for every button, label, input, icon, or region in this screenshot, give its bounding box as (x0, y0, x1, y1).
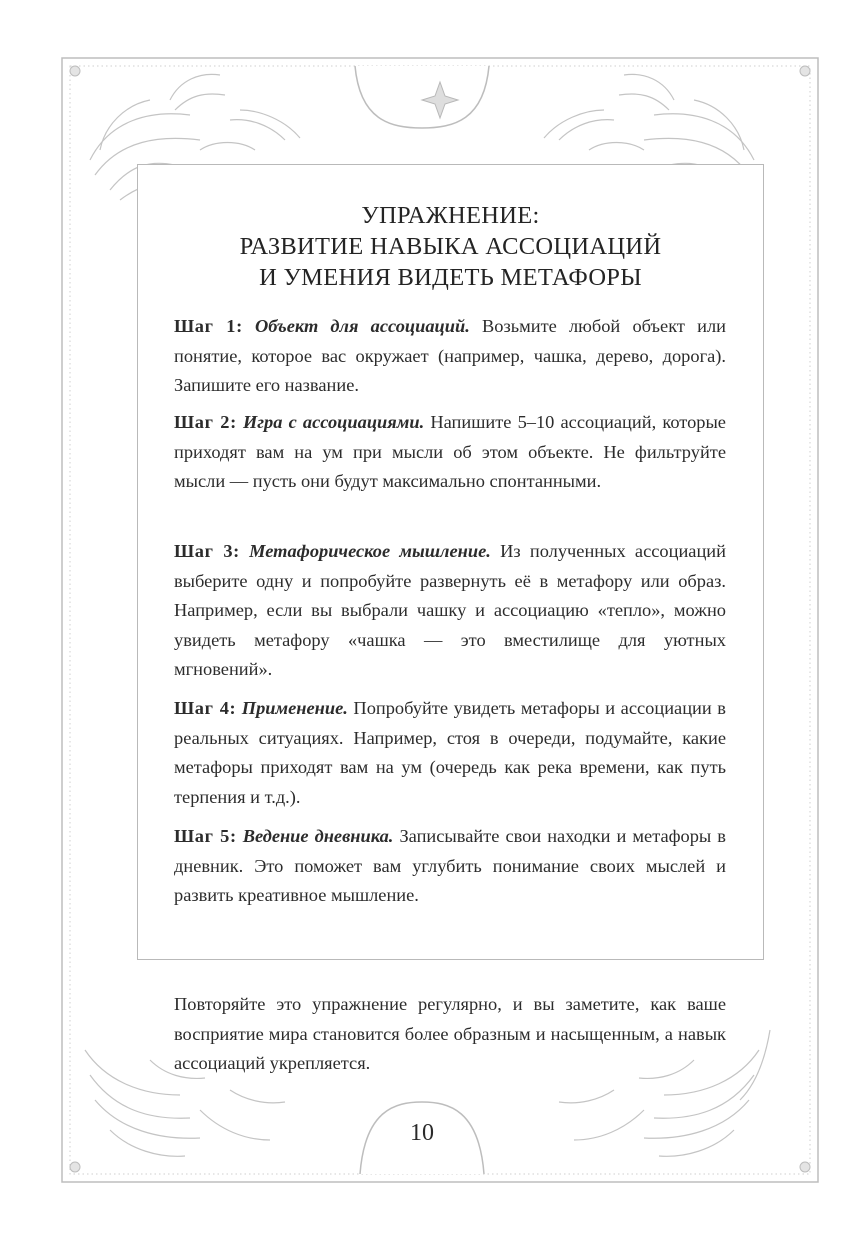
step-name: Метафорическое мышление. (249, 541, 491, 561)
step-name: Ведение дневника. (242, 826, 394, 846)
title-line-1: УПРАЖНЕНИЕ: (361, 202, 540, 229)
step-label: Шаг 4: (174, 698, 237, 718)
step-1 (174, 312, 726, 401)
step-2 (174, 408, 726, 497)
step-text: Записывайте свои находки и метафоры в дневник. Это поможет вам углубить понимание своих мыслей и развить креативное мышление. (174, 826, 726, 906)
step-text: Попробуйте увидеть метафоры и ассоциации в реальных ситуациях. Например, стоя в очереди, подумайте, какие метафоры приходят вам на ум (очередь как река времени, как путь терпения и т.д.). (174, 698, 726, 807)
step-name: Применение. (241, 698, 348, 718)
page-number: 10 (410, 1120, 434, 1146)
step-4 (174, 694, 726, 812)
step-text: Из полученных ассоциаций выберите одну и попробуйте развернуть её в метафору или образ. Например, если вы выбрали чашку и ассоциацию «тепло», можно увидеть метафору «чашка — это вместилище для уютных мгновений». (174, 541, 726, 680)
step-text: Напишите 5–10 ассоциаций, которые приходят вам на ум при мысли об этом объекте. Не фильтруйте мысли — пусть они будут максимально спонтанными. (174, 412, 726, 492)
step-label: Шаг 1: (174, 316, 243, 336)
title-line-3: И УМЕНИЯ ВИДЕТЬ МЕТАФОРЫ (259, 264, 642, 291)
step-label: Шаг 3: (174, 541, 240, 561)
step-5 (174, 822, 726, 911)
step-label: Шаг 5: (174, 826, 237, 846)
step-text: Возьмите любой объект или понятие, которое вас окружает (например, чашка, дерево, дорога). Запишите его название. (174, 316, 726, 396)
exercise-title (137, 200, 764, 293)
step-label: Шаг 2: (174, 412, 237, 432)
step-name: Игра с ассоциациями. (242, 412, 425, 432)
step-3 (174, 537, 726, 685)
step-name: Объект для ассоциаций. (255, 316, 470, 336)
title-line-2: РАЗВИТИЕ НАВЫКА АССОЦИАЦИЙ (239, 233, 662, 260)
closing-paragraph: Повторяйте это упражнение регулярно, и вы заметите, как ваше восприятие мира становится более образным и насыщенным, а навык ассоциаций укрепляется. (174, 994, 726, 1074)
